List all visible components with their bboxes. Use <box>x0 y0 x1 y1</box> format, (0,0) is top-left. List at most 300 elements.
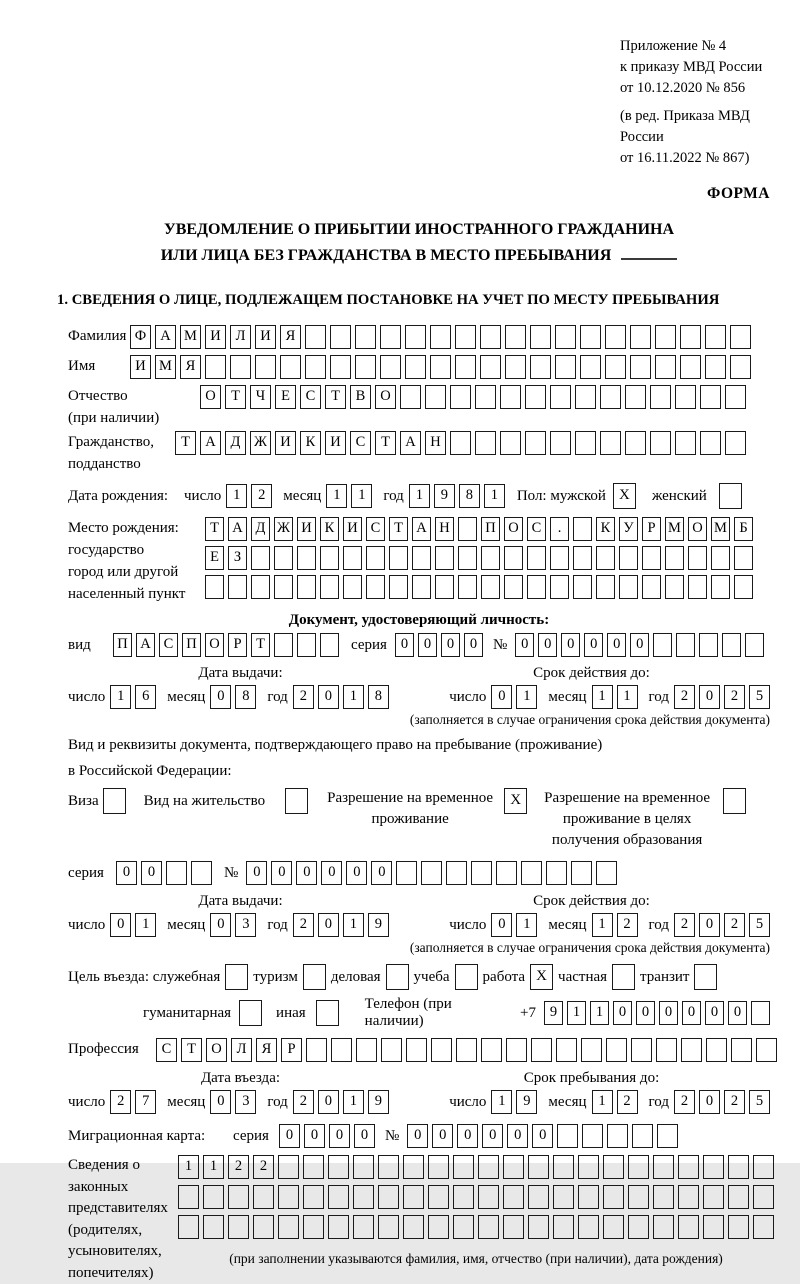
char-box[interactable]: Т <box>251 633 270 657</box>
char-box[interactable] <box>353 1155 374 1179</box>
char-box[interactable] <box>297 546 316 570</box>
char-box[interactable] <box>699 633 718 657</box>
char-box[interactable]: 1 <box>617 685 638 709</box>
char-box[interactable]: С <box>159 633 178 657</box>
char-box[interactable] <box>305 325 326 349</box>
char-box[interactable] <box>251 575 270 599</box>
visa-checkbox[interactable] <box>103 788 126 814</box>
char-box[interactable]: 3 <box>235 913 256 937</box>
char-box[interactable] <box>665 575 684 599</box>
char-box[interactable]: С <box>527 517 546 541</box>
char-box[interactable] <box>353 1185 374 1209</box>
char-box[interactable]: 0 <box>532 1124 553 1148</box>
char-box[interactable] <box>303 1185 324 1209</box>
char-box[interactable] <box>688 546 707 570</box>
char-box[interactable] <box>430 325 451 349</box>
char-box[interactable] <box>528 1185 549 1209</box>
char-box[interactable] <box>478 1185 499 1209</box>
char-box[interactable] <box>412 575 431 599</box>
char-box[interactable] <box>628 1215 649 1239</box>
char-box[interactable] <box>178 1215 199 1239</box>
char-box[interactable] <box>756 1038 777 1062</box>
char-box[interactable] <box>730 325 751 349</box>
char-box[interactable] <box>278 1215 299 1239</box>
char-box[interactable]: 6 <box>135 685 156 709</box>
char-box[interactable] <box>303 1215 324 1239</box>
char-box[interactable]: 5 <box>749 913 770 937</box>
char-box[interactable]: Ж <box>250 431 271 455</box>
char-box[interactable] <box>657 1124 678 1148</box>
char-box[interactable] <box>496 861 517 885</box>
char-box[interactable] <box>653 1185 674 1209</box>
char-box[interactable]: 2 <box>724 685 745 709</box>
char-box[interactable] <box>453 1155 474 1179</box>
char-box[interactable] <box>504 546 523 570</box>
char-box[interactable]: 0 <box>210 1090 231 1114</box>
char-box[interactable] <box>431 1038 452 1062</box>
purpose-official-checkbox[interactable] <box>225 964 248 990</box>
char-box[interactable] <box>700 385 721 409</box>
char-box[interactable]: 0 <box>491 913 512 937</box>
char-box[interactable] <box>734 575 753 599</box>
char-box[interactable]: 0 <box>110 913 131 937</box>
char-box[interactable]: И <box>255 325 276 349</box>
char-box[interactable]: Р <box>281 1038 302 1062</box>
char-box[interactable]: О <box>206 1038 227 1062</box>
char-box[interactable] <box>573 546 592 570</box>
char-box[interactable] <box>278 1185 299 1209</box>
char-box[interactable] <box>605 355 626 379</box>
char-box[interactable] <box>343 546 362 570</box>
char-box[interactable]: А <box>155 325 176 349</box>
char-box[interactable] <box>458 546 477 570</box>
char-box[interactable]: 8 <box>459 484 480 508</box>
char-box[interactable]: 0 <box>705 1001 724 1025</box>
char-box[interactable] <box>320 575 339 599</box>
char-box[interactable]: Ч <box>250 385 271 409</box>
char-box[interactable] <box>274 633 293 657</box>
temp-residence-checkbox[interactable]: X <box>504 788 527 814</box>
char-box[interactable] <box>630 325 651 349</box>
char-box[interactable] <box>600 385 621 409</box>
char-box[interactable] <box>435 546 454 570</box>
char-box[interactable]: 2 <box>110 1090 131 1114</box>
char-box[interactable] <box>480 325 501 349</box>
char-box[interactable] <box>603 1155 624 1179</box>
char-box[interactable]: 0 <box>699 1090 720 1114</box>
char-box[interactable] <box>642 575 661 599</box>
char-box[interactable] <box>722 633 741 657</box>
char-box[interactable]: О <box>688 517 707 541</box>
char-box[interactable]: 0 <box>318 913 339 937</box>
char-box[interactable]: 2 <box>293 1090 314 1114</box>
char-box[interactable] <box>675 385 696 409</box>
char-box[interactable] <box>450 431 471 455</box>
char-box[interactable]: 0 <box>329 1124 350 1148</box>
char-box[interactable]: 2 <box>228 1155 249 1179</box>
char-box[interactable] <box>555 355 576 379</box>
char-box[interactable]: А <box>228 517 247 541</box>
char-box[interactable] <box>607 1124 628 1148</box>
char-box[interactable] <box>728 1155 749 1179</box>
char-box[interactable] <box>745 633 764 657</box>
char-box[interactable] <box>380 355 401 379</box>
char-box[interactable] <box>205 355 226 379</box>
char-box[interactable]: 1 <box>567 1001 586 1025</box>
char-box[interactable]: Т <box>375 431 396 455</box>
char-box[interactable] <box>655 355 676 379</box>
residence-permit-checkbox[interactable] <box>285 788 308 814</box>
char-box[interactable]: И <box>297 517 316 541</box>
char-box[interactable]: 7 <box>135 1090 156 1114</box>
char-box[interactable]: 0 <box>304 1124 325 1148</box>
char-box[interactable] <box>596 546 615 570</box>
char-box[interactable] <box>205 575 224 599</box>
char-box[interactable] <box>305 355 326 379</box>
char-box[interactable] <box>557 1124 578 1148</box>
char-box[interactable] <box>653 1215 674 1239</box>
char-box[interactable] <box>230 355 251 379</box>
char-box[interactable] <box>251 546 270 570</box>
char-box[interactable] <box>625 431 646 455</box>
char-box[interactable] <box>650 431 671 455</box>
char-box[interactable]: 0 <box>607 633 626 657</box>
char-box[interactable] <box>428 1215 449 1239</box>
char-box[interactable]: 1 <box>343 685 364 709</box>
char-box[interactable]: 1 <box>516 913 537 937</box>
char-box[interactable] <box>330 355 351 379</box>
char-box[interactable]: 9 <box>544 1001 563 1025</box>
char-box[interactable]: В <box>350 385 371 409</box>
char-box[interactable] <box>580 355 601 379</box>
char-box[interactable] <box>400 385 421 409</box>
char-box[interactable] <box>578 1155 599 1179</box>
char-box[interactable] <box>728 1215 749 1239</box>
char-box[interactable] <box>573 517 592 541</box>
char-box[interactable]: 8 <box>368 685 389 709</box>
char-box[interactable] <box>653 1155 674 1179</box>
char-box[interactable]: 0 <box>482 1124 503 1148</box>
char-box[interactable] <box>525 431 546 455</box>
char-box[interactable]: 1 <box>592 1090 613 1114</box>
char-box[interactable] <box>453 1215 474 1239</box>
temp-residence-edu-checkbox[interactable] <box>723 788 746 814</box>
char-box[interactable] <box>505 325 526 349</box>
char-box[interactable] <box>530 325 551 349</box>
char-box[interactable]: 2 <box>251 484 272 508</box>
char-box[interactable] <box>381 1038 402 1062</box>
char-box[interactable]: Б <box>734 517 753 541</box>
char-box[interactable] <box>550 385 571 409</box>
char-box[interactable]: 1 <box>351 484 372 508</box>
char-box[interactable]: А <box>200 431 221 455</box>
char-box[interactable] <box>475 431 496 455</box>
char-box[interactable]: 0 <box>116 861 137 885</box>
char-box[interactable]: 0 <box>584 633 603 657</box>
purpose-humanitarian-checkbox[interactable] <box>239 1000 262 1026</box>
char-box[interactable] <box>366 575 385 599</box>
char-box[interactable] <box>378 1155 399 1179</box>
char-box[interactable]: 9 <box>368 1090 389 1114</box>
char-box[interactable] <box>619 546 638 570</box>
char-box[interactable] <box>628 1155 649 1179</box>
char-box[interactable]: 1 <box>484 484 505 508</box>
char-box[interactable]: 2 <box>617 913 638 937</box>
char-box[interactable] <box>412 546 431 570</box>
char-box[interactable] <box>550 575 569 599</box>
char-box[interactable] <box>596 861 617 885</box>
char-box[interactable] <box>428 1155 449 1179</box>
char-box[interactable] <box>453 1185 474 1209</box>
char-box[interactable]: Н <box>425 431 446 455</box>
char-box[interactable] <box>405 325 426 349</box>
char-box[interactable]: 0 <box>464 633 483 657</box>
char-box[interactable]: К <box>300 431 321 455</box>
char-box[interactable] <box>606 1038 627 1062</box>
char-box[interactable] <box>500 385 521 409</box>
char-box[interactable]: К <box>596 517 615 541</box>
char-box[interactable]: Т <box>225 385 246 409</box>
char-box[interactable]: Я <box>280 325 301 349</box>
char-box[interactable] <box>303 1155 324 1179</box>
char-box[interactable]: 0 <box>296 861 317 885</box>
char-box[interactable]: 2 <box>293 685 314 709</box>
char-box[interactable] <box>546 861 567 885</box>
char-box[interactable]: 2 <box>724 913 745 937</box>
char-box[interactable] <box>253 1185 274 1209</box>
char-box[interactable] <box>553 1155 574 1179</box>
char-box[interactable] <box>481 1038 502 1062</box>
char-box[interactable] <box>403 1215 424 1239</box>
char-box[interactable] <box>632 1124 653 1148</box>
char-box[interactable] <box>478 1215 499 1239</box>
char-box[interactable] <box>628 1185 649 1209</box>
char-box[interactable]: 0 <box>354 1124 375 1148</box>
char-box[interactable] <box>328 1215 349 1239</box>
char-box[interactable] <box>531 1038 552 1062</box>
char-box[interactable]: 9 <box>516 1090 537 1114</box>
char-box[interactable]: Ж <box>274 517 293 541</box>
char-box[interactable]: М <box>711 517 730 541</box>
char-box[interactable] <box>355 355 376 379</box>
char-box[interactable]: 1 <box>110 685 131 709</box>
char-box[interactable] <box>575 431 596 455</box>
char-box[interactable] <box>446 861 467 885</box>
char-box[interactable]: 9 <box>368 913 389 937</box>
char-box[interactable]: Т <box>389 517 408 541</box>
char-box[interactable]: П <box>481 517 500 541</box>
char-box[interactable]: Д <box>251 517 270 541</box>
char-box[interactable] <box>530 355 551 379</box>
char-box[interactable]: 5 <box>749 685 770 709</box>
char-box[interactable]: Е <box>205 546 224 570</box>
char-box[interactable] <box>297 575 316 599</box>
char-box[interactable]: 2 <box>674 1090 695 1114</box>
char-box[interactable]: И <box>130 355 151 379</box>
char-box[interactable]: 2 <box>674 685 695 709</box>
char-box[interactable]: 0 <box>507 1124 528 1148</box>
char-box[interactable] <box>706 1038 727 1062</box>
char-box[interactable] <box>421 861 442 885</box>
purpose-tourism-checkbox[interactable] <box>303 964 326 990</box>
char-box[interactable]: И <box>325 431 346 455</box>
char-box[interactable]: 5 <box>749 1090 770 1114</box>
char-box[interactable] <box>389 575 408 599</box>
char-box[interactable] <box>435 575 454 599</box>
char-box[interactable] <box>603 1215 624 1239</box>
char-box[interactable] <box>178 1185 199 1209</box>
char-box[interactable] <box>203 1185 224 1209</box>
char-box[interactable] <box>751 1001 770 1025</box>
char-box[interactable] <box>550 431 571 455</box>
char-box[interactable]: С <box>156 1038 177 1062</box>
char-box[interactable]: 0 <box>682 1001 701 1025</box>
char-box[interactable]: 0 <box>395 633 414 657</box>
char-box[interactable] <box>450 385 471 409</box>
purpose-transit-checkbox[interactable] <box>694 964 717 990</box>
char-box[interactable] <box>582 1124 603 1148</box>
char-box[interactable]: 2 <box>724 1090 745 1114</box>
char-box[interactable]: 1 <box>326 484 347 508</box>
char-box[interactable] <box>725 431 746 455</box>
char-box[interactable]: 1 <box>592 913 613 937</box>
char-box[interactable] <box>705 355 726 379</box>
char-box[interactable] <box>642 546 661 570</box>
char-box[interactable]: М <box>665 517 684 541</box>
char-box[interactable]: 0 <box>210 913 231 937</box>
char-box[interactable] <box>228 1215 249 1239</box>
char-box[interactable]: И <box>275 431 296 455</box>
char-box[interactable] <box>556 1038 577 1062</box>
char-box[interactable] <box>430 355 451 379</box>
char-box[interactable]: С <box>350 431 371 455</box>
char-box[interactable] <box>405 355 426 379</box>
char-box[interactable] <box>505 355 526 379</box>
char-box[interactable] <box>481 546 500 570</box>
char-box[interactable] <box>203 1215 224 1239</box>
char-box[interactable] <box>703 1215 724 1239</box>
purpose-other-checkbox[interactable] <box>316 1000 339 1026</box>
char-box[interactable]: У <box>619 517 638 541</box>
char-box[interactable] <box>253 1215 274 1239</box>
char-box[interactable] <box>631 1038 652 1062</box>
char-box[interactable]: М <box>155 355 176 379</box>
char-box[interactable] <box>705 325 726 349</box>
char-box[interactable] <box>625 385 646 409</box>
char-box[interactable] <box>458 575 477 599</box>
char-box[interactable] <box>728 1185 749 1209</box>
char-box[interactable]: 0 <box>613 1001 632 1025</box>
char-box[interactable]: 0 <box>210 685 231 709</box>
char-box[interactable] <box>355 325 376 349</box>
char-box[interactable] <box>380 325 401 349</box>
char-box[interactable]: Д <box>225 431 246 455</box>
char-box[interactable] <box>680 355 701 379</box>
char-box[interactable] <box>504 575 523 599</box>
char-box[interactable] <box>603 1185 624 1209</box>
char-box[interactable]: 0 <box>659 1001 678 1025</box>
purpose-work-checkbox[interactable]: X <box>530 964 553 990</box>
char-box[interactable] <box>600 431 621 455</box>
char-box[interactable] <box>455 325 476 349</box>
char-box[interactable] <box>428 1185 449 1209</box>
char-box[interactable] <box>653 633 672 657</box>
char-box[interactable]: А <box>136 633 155 657</box>
char-box[interactable] <box>356 1038 377 1062</box>
char-box[interactable] <box>503 1215 524 1239</box>
char-box[interactable]: Т <box>205 517 224 541</box>
char-box[interactable] <box>166 861 187 885</box>
char-box[interactable] <box>681 1038 702 1062</box>
char-box[interactable]: 0 <box>246 861 267 885</box>
char-box[interactable]: О <box>375 385 396 409</box>
char-box[interactable]: П <box>113 633 132 657</box>
char-box[interactable] <box>528 1155 549 1179</box>
char-box[interactable] <box>406 1038 427 1062</box>
char-box[interactable] <box>366 546 385 570</box>
char-box[interactable] <box>596 575 615 599</box>
char-box[interactable]: 0 <box>699 685 720 709</box>
char-box[interactable]: 0 <box>432 1124 453 1148</box>
char-box[interactable] <box>297 633 316 657</box>
char-box[interactable]: 1 <box>343 1090 364 1114</box>
char-box[interactable] <box>527 575 546 599</box>
char-box[interactable] <box>581 1038 602 1062</box>
char-box[interactable]: 1 <box>409 484 430 508</box>
char-box[interactable]: 0 <box>728 1001 747 1025</box>
char-box[interactable] <box>320 546 339 570</box>
char-box[interactable] <box>481 575 500 599</box>
char-box[interactable] <box>378 1215 399 1239</box>
char-box[interactable]: 0 <box>491 685 512 709</box>
char-box[interactable]: С <box>300 385 321 409</box>
char-box[interactable] <box>656 1038 677 1062</box>
char-box[interactable] <box>353 1215 374 1239</box>
char-box[interactable]: 0 <box>457 1124 478 1148</box>
char-box[interactable] <box>655 325 676 349</box>
char-box[interactable] <box>734 546 753 570</box>
char-box[interactable]: 0 <box>346 861 367 885</box>
char-box[interactable]: 0 <box>561 633 580 657</box>
char-box[interactable] <box>680 325 701 349</box>
char-box[interactable] <box>630 355 651 379</box>
char-box[interactable]: С <box>366 517 385 541</box>
char-box[interactable]: А <box>412 517 431 541</box>
char-box[interactable] <box>378 1185 399 1209</box>
char-box[interactable]: 1 <box>592 685 613 709</box>
char-box[interactable]: 0 <box>318 1090 339 1114</box>
char-box[interactable]: 0 <box>318 685 339 709</box>
char-box[interactable]: Н <box>435 517 454 541</box>
char-box[interactable] <box>730 355 751 379</box>
char-box[interactable]: 8 <box>235 685 256 709</box>
char-box[interactable]: 0 <box>636 1001 655 1025</box>
char-box[interactable] <box>525 385 546 409</box>
char-box[interactable]: А <box>400 431 421 455</box>
char-box[interactable]: Е <box>275 385 296 409</box>
char-box[interactable] <box>553 1185 574 1209</box>
char-box[interactable] <box>578 1185 599 1209</box>
char-box[interactable] <box>528 1215 549 1239</box>
char-box[interactable]: 1 <box>491 1090 512 1114</box>
char-box[interactable] <box>278 1155 299 1179</box>
char-box[interactable]: 0 <box>630 633 649 657</box>
char-box[interactable] <box>228 1185 249 1209</box>
char-box[interactable]: 1 <box>516 685 537 709</box>
char-box[interactable]: О <box>200 385 221 409</box>
char-box[interactable] <box>725 385 746 409</box>
char-box[interactable]: О <box>205 633 224 657</box>
